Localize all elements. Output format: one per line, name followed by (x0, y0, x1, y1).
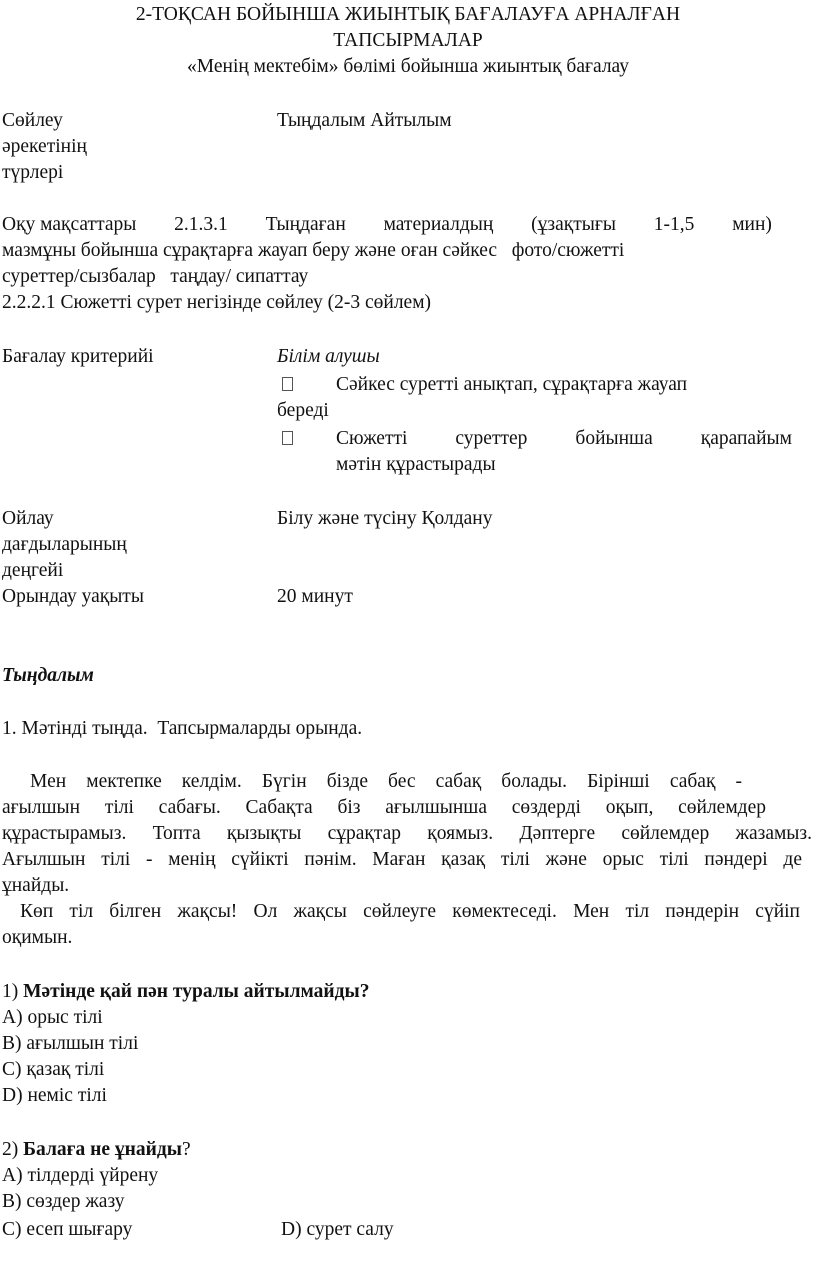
thinking-label-2: дағдыларының (2, 534, 127, 555)
speech-types-label-3: түрлері (2, 162, 64, 183)
criteria-heading: Білім алушы (277, 346, 380, 367)
question-2-number: 2) (2, 1139, 19, 1160)
criteria-bullet-2-line-2: мәтін құрастырады (336, 454, 496, 475)
q2-option-d: D) сурет салу (281, 1219, 394, 1240)
question-2-text: Балаға не ұнайды (23, 1139, 182, 1160)
question-1 (2, 979, 370, 1005)
question-1-text: Мәтінде қай пән туралы айтылмайды? (23, 981, 370, 1002)
objectives-label: Оқу мақсаттары (2, 214, 137, 235)
title-line-1: 2-ТОҚСАН БОЙЫНША ЖИЫНТЫҚ БАҒАЛАУҒА АРНАЛҒАН (135, 4, 681, 25)
criteria-word: бойынша (575, 428, 653, 449)
text-line-1: Мен мектепке келдім. Бүгін бізде бес сабақ болады. Бірінші сабақ - (30, 771, 742, 792)
q1-option-b: B) ағылшын тілі (2, 1033, 139, 1054)
objectives-word: материалдың (383, 214, 494, 235)
objectives-word: 2.1.3.1 (174, 214, 228, 235)
q1-option-c: C) қазақ тілі (2, 1059, 105, 1080)
subtitle: «Менің мектебім» бөлімі бойынша жиынтық бағалау (187, 56, 629, 77)
speech-types-value: Тыңдалым Айтылым (277, 110, 452, 131)
criteria-bullet-1-line-2: береді (277, 400, 329, 421)
text-line-3: құрастырамыз. Топта қызықты сұрақтар қоямыз. Дәптерге сөйлемдер жазамыз. (2, 823, 812, 844)
duration-label: Орындау уақыты (2, 586, 144, 607)
text-line-4: Ағылшын тілі - менің сүйікті пәнім. Маған қазақ тілі және орыс тілі пәндері де (2, 849, 802, 870)
listening-task: 1. Мәтінді тыңда. Тапсырмаларды орында. (2, 718, 363, 739)
q1-option-d: D) неміс тілі (2, 1085, 107, 1106)
thinking-value: Білу және түсіну Қолдану (277, 508, 493, 529)
speech-types-label-2: әрекетінің (2, 136, 87, 157)
objectives-word: (ұзақтығы (531, 214, 616, 235)
question-1-number: 1) (2, 981, 19, 1002)
objectives-word: 1-1,5 (653, 214, 695, 235)
objectives-line-1 (2, 212, 772, 238)
criteria-word: суреттер (455, 428, 528, 449)
bullet-box-icon (282, 431, 293, 445)
criteria-word: Сюжетті (336, 428, 408, 449)
bullet-box-icon (282, 377, 293, 391)
question-2 (2, 1137, 191, 1163)
speech-types-label-1: Сөйлеу (2, 110, 63, 131)
objectives-word: Тыңдаған (265, 214, 346, 235)
objectives-line-4: 2.2.2.1 Сюжетті сурет негізінде сөйлеу (2-3 сөйлем) (2, 292, 432, 313)
criteria-bullet-2-line-1 (336, 426, 792, 452)
q2-option-c: C) есеп шығару (2, 1219, 133, 1240)
text-line-6: Көп тіл білген жақсы! Ол жақсы сөйлеуге көмектеседі. Мен тіл пәндерін сүйіп (20, 901, 800, 922)
objectives-line-2: мазмұны бойынша сұрақтарға жауап беру және оған сәйкес фото/сюжетті (2, 240, 625, 261)
text-line-7: оқимын. (2, 927, 73, 948)
criteria-bullet-1-line-1: Сәйкес суретті анықтап, сұрақтарға жауап (336, 374, 688, 395)
thinking-label-1: Ойлау (2, 508, 54, 529)
text-line-2: ағылшын тілі сабағы. Сабақта біз ағылшынша сөздерді оқып, сөйлемдер (2, 797, 766, 818)
criteria-word: қарапайым (700, 428, 792, 449)
criteria-label: Бағалау критерийі (2, 346, 154, 367)
text-line-5: ұнайды. (2, 875, 70, 896)
duration-value: 20 минут (277, 586, 353, 607)
objectives-word: мин) (732, 214, 772, 235)
title-line-2: ТАПСЫРМАЛАР (333, 30, 483, 51)
objectives-line-3: суреттер/сызбалар таңдау/ сипаттау (2, 266, 309, 287)
q2-option-b: B) сөздер жазу (2, 1191, 125, 1212)
question-2-mark: ? (181, 1139, 191, 1160)
section-title: Тыңдалым (2, 665, 94, 686)
thinking-label-3: деңгейі (2, 560, 64, 581)
q1-option-a: A) орыс тілі (2, 1007, 103, 1028)
q2-option-a: A) тілдерді үйрену (2, 1165, 159, 1186)
